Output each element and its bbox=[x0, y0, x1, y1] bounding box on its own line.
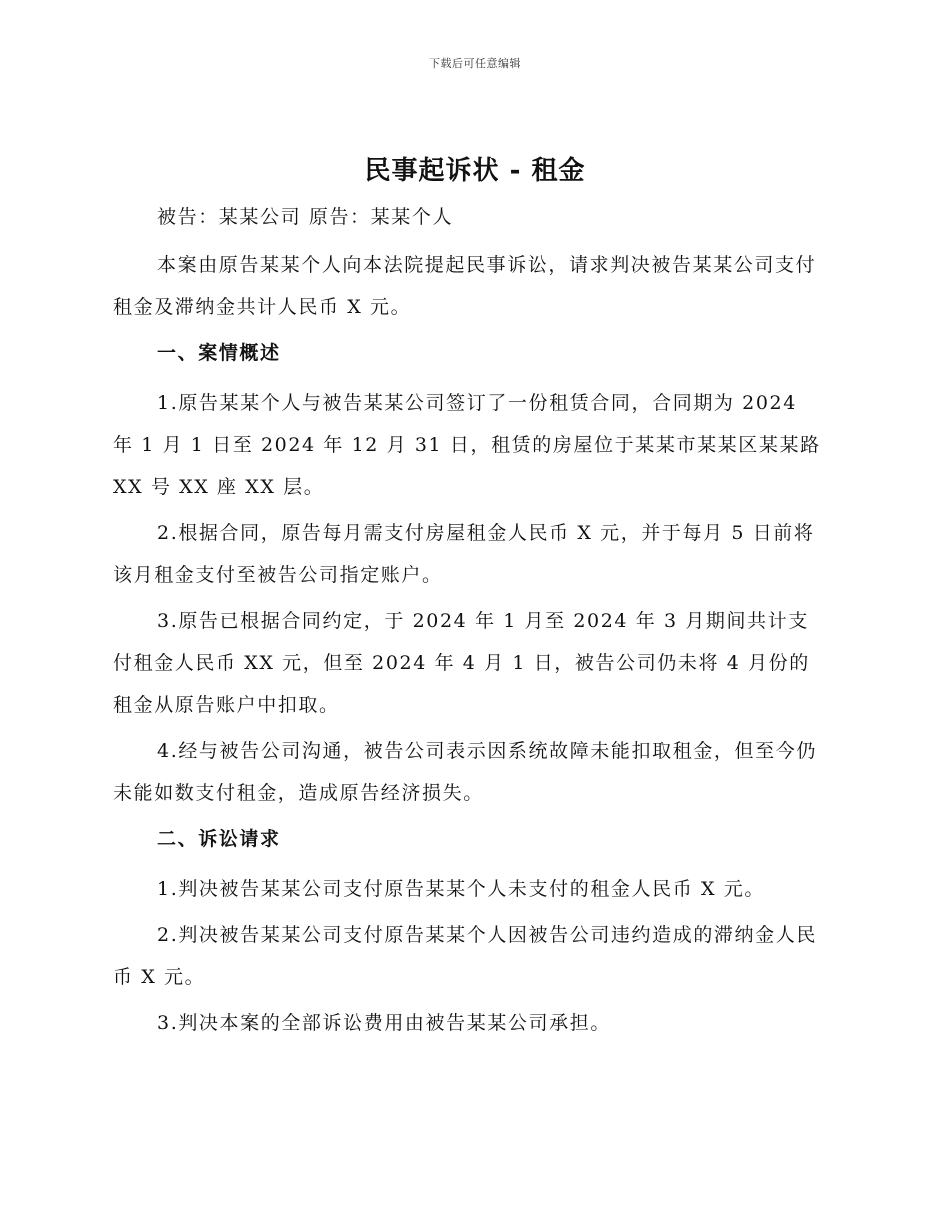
case-summary-item-2: 2.根据合同，原告每月需支付房屋租金人民币 X 元，并于每月 5 日前将该月租金支付至被告公司指定账户。 bbox=[113, 522, 815, 586]
claim-item-2: 2.判决被告某某公司支付原告某某个人因被告公司违约造成的滞纳金人民币 X 元。 bbox=[113, 924, 817, 988]
claim-item-1: 1.判决被告某某公司支付原告某某个人未支付的租金人民币 X 元。 bbox=[157, 878, 765, 900]
document-body bbox=[113, 196, 825, 1048]
section-heading-case-summary: 一、案情概述 bbox=[157, 342, 281, 364]
case-summary-item-1: 1.原告某某个人与被告某某公司签订了一份租赁合同，合同期为 2024 年 1 月 1 日至 2024 年 12 月 31 日，租赁的房屋位于某某市某某区某某路 XX 号 XX 座 XX 层。 bbox=[113, 392, 821, 498]
page-header-note: 下载后可任意编辑 bbox=[429, 57, 521, 70]
intro-paragraph: 本案由原告某某个人向本法院提起民事诉讼，请求判决被告某某公司支付租金及滞纳金共计人民币 X 元。 bbox=[113, 254, 817, 318]
case-summary-item-3: 3.原告已根据合同约定，于 2024 年 1 月至 2024 年 3 月期间共计支付租金人民币 XX 元，但至 2024 年 4 月 1 日，被告公司仍未将 4 月份的租金从原告账户中扣取。 bbox=[113, 610, 810, 716]
case-summary-item-4: 4.经与被告公司沟通，被告公司表示因系统故障未能扣取租金，但至今仍未能如数支付租金，造成原告经济损失。 bbox=[113, 740, 817, 804]
document-title: 民事起诉状 - 租金 bbox=[364, 156, 586, 186]
claim-item-3: 3.判决本案的全部诉讼费用由被告某某公司承担。 bbox=[157, 1012, 611, 1034]
parties-line: 被告：某某公司 原告：某某个人 bbox=[157, 206, 454, 228]
section-heading-claims: 二、诉讼请求 bbox=[157, 828, 281, 850]
